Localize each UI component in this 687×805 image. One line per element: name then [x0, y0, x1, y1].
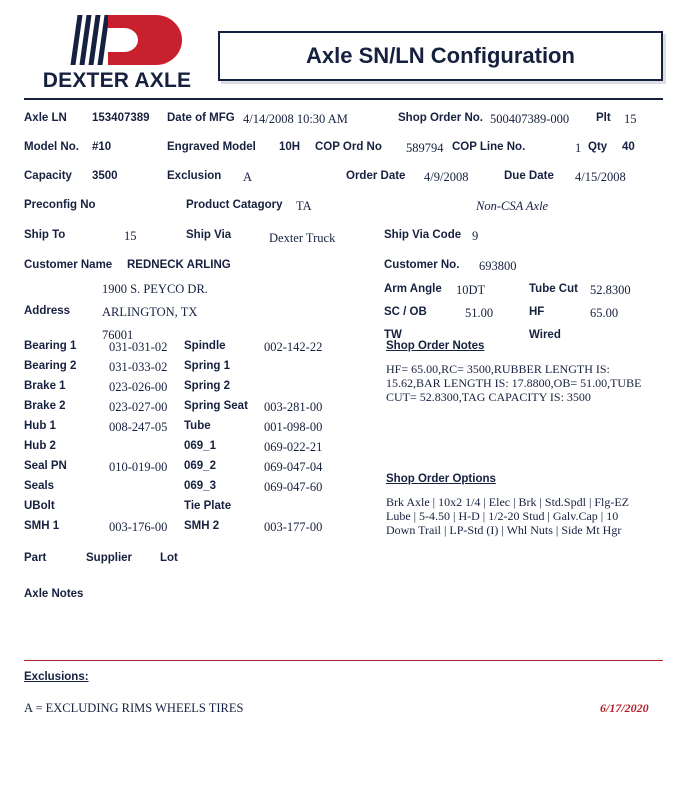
part-value-smh-2: 003-177-00 [264, 520, 323, 534]
logo-mark-icon [30, 11, 200, 67]
plt-label: Plt [596, 112, 611, 124]
part-label-smh-2: SMH 2 [184, 520, 220, 532]
part-label-bearing-2: Bearing 2 [24, 360, 77, 372]
part-value-brake-1: 023-026-00 [109, 380, 168, 394]
part-label-bearing-1: Bearing 1 [24, 340, 77, 352]
part-value-smh-1: 003-176-00 [109, 520, 168, 534]
address-line-2: ARLINGTON, TX [102, 305, 198, 319]
qty-label: Qty [588, 141, 608, 153]
part-label-spring-seat: Spring Seat [184, 400, 248, 412]
part-label-tie-plate: Tie Plate [184, 500, 232, 512]
axle-ln-label: Axle LN [24, 112, 67, 124]
part-value-069-1: 069-022-21 [264, 440, 323, 454]
logo-stripes-icon [74, 15, 106, 65]
column-header-part: Part [24, 552, 47, 564]
part-label-spring-1: Spring 1 [184, 360, 231, 372]
model-no-value: #10 [92, 141, 112, 153]
due-date-value: 4/15/2008 [575, 170, 626, 184]
part-value-bearing-2: 031-033-02 [109, 360, 168, 374]
tube-cut-value: 52.8300 [590, 283, 631, 297]
wired-label: Wired [529, 329, 561, 341]
shop-order-no-label: Shop Order No. [398, 112, 483, 124]
shop-order-options-body: Brk Axle | 10x2 1/4 | Elec | Brk | Std.Spdl | Flg-EZ Lube | 5-4.50 | H-D | 1/2-20 Stud | Galv.Cap | 10 Down Trail | LP-Std (I) | Whl Nuts | Side Mt Hgr [386, 495, 630, 537]
part-value-brake-2: 023-027-00 [109, 400, 168, 414]
part-label-tube: Tube [184, 420, 211, 432]
dexter-axle-logo [24, 11, 210, 95]
axle-ln-value: 153407389 [92, 112, 150, 124]
ship-to-label: Ship To [24, 229, 66, 241]
footer-date-stamp: 6/17/2020 [600, 701, 649, 715]
part-value-spindle: 002-142-22 [264, 340, 323, 354]
order-date-label: Order Date [346, 170, 406, 182]
ship-via-label: Ship Via [186, 229, 232, 241]
arm-angle-label: Arm Angle [384, 283, 442, 295]
date-mfg-value: 4/14/2008 10:30 AM [243, 112, 348, 126]
qty-value: 40 [622, 141, 635, 153]
due-date-label: Due Date [504, 170, 554, 182]
part-value-spring-seat: 003-281-00 [264, 400, 323, 414]
non-csa-note: Non-CSA Axle [476, 199, 549, 213]
axle-notes-label: Axle Notes [24, 588, 84, 600]
title-box [218, 31, 663, 81]
part-label-069-3: 069_3 [184, 480, 216, 492]
part-label-spindle: Spindle [184, 340, 226, 352]
part-label-seal-pn: Seal PN [24, 460, 67, 472]
cop-line-no-label: COP Line No. [452, 141, 526, 153]
exclusion-label: Exclusion [167, 170, 222, 182]
part-value-hub-1: 008-247-05 [109, 420, 168, 434]
date-mfg-label: Date of MFG [167, 112, 235, 124]
customer-no-value: 693800 [479, 259, 517, 273]
customer-name-label: Customer Name [24, 259, 113, 271]
order-date-value: 4/9/2008 [424, 170, 469, 184]
cop-line-no-value: 1 [575, 141, 582, 155]
sc-ob-label: SC / OB [384, 306, 427, 318]
part-label-hub-2: Hub 2 [24, 440, 56, 452]
part-value-069-3: 069-047-60 [264, 480, 323, 494]
footer-block [24, 661, 663, 731]
ship-via-value: Dexter Truck [269, 231, 336, 245]
part-value-tube: 001-098-00 [264, 420, 323, 434]
model-no-label: Model No. [24, 141, 79, 153]
shop-order-notes-title: Shop Order Notes [386, 340, 485, 352]
logo-text: DEXTER AXLE [42, 69, 192, 92]
tube-cut-label: Tube Cut [529, 283, 578, 295]
axle-notes-block [24, 560, 663, 630]
column-header-supplier: Supplier [86, 552, 133, 564]
ship-via-code-value: 9 [472, 229, 479, 243]
address-line-3: 76001 [102, 328, 134, 342]
column-header-lot: Lot [160, 552, 178, 564]
arm-angle-value: 10DT [456, 283, 486, 297]
part-label-brake-1: Brake 1 [24, 380, 66, 392]
engraved-model-label: Engraved Model [167, 141, 256, 153]
parts-block [24, 340, 663, 564]
plt-value: 15 [624, 112, 637, 126]
product-category-label: Product Catagory [186, 199, 283, 211]
address-line-1: 1900 S. PEYCO DR. [102, 282, 208, 296]
part-label-smh-1: SMH 1 [24, 520, 60, 532]
document-header [24, 0, 663, 92]
part-label-ubolt: UBolt [24, 500, 55, 512]
tw-label: TW [384, 329, 402, 341]
customer-name-value: REDNECK ARLING [127, 259, 231, 271]
part-label-seals: Seals [24, 480, 55, 492]
exclusions-title: Exclusions: [24, 671, 89, 683]
logo-d-shape-icon [108, 15, 182, 65]
engraved-model-value: 10H [279, 141, 301, 153]
cop-ord-no-label: COP Ord No [315, 141, 382, 153]
shop-order-notes-body: HF= 65.00,RC= 3500,RUBBER LENGTH IS: 15.62,BAR LENGTH IS: 17.8800,OB= 51.00,TUBE CUT= 52.8300,TAG CAPACITY IS: 3500 [386, 362, 642, 404]
exclusion-value: A [243, 170, 253, 184]
cop-ord-no-value: 589794 [406, 141, 444, 155]
part-value-seal-pn: 010-019-00 [109, 460, 168, 474]
part-label-brake-2: Brake 2 [24, 400, 66, 412]
hf-value: 65.00 [590, 306, 619, 320]
part-label-spring-2: Spring 2 [184, 380, 231, 392]
shop-order-options-title: Shop Order Options [386, 473, 496, 485]
shop-order-no-value: 500407389-000 [490, 112, 570, 126]
part-label-hub-1: Hub 1 [24, 420, 56, 432]
product-category-value: TA [296, 199, 312, 213]
info-block [24, 100, 663, 340]
sc-ob-value: 51.00 [465, 306, 494, 320]
capacity-value: 3500 [92, 170, 118, 182]
exclusions-body: A = EXCLUDING RIMS WHEELS TIRES [24, 701, 244, 715]
part-value-069-2: 069-047-04 [264, 460, 323, 474]
page-title: Axle SN/LN Configuration [306, 43, 575, 68]
part-value-bearing-1: 031-031-02 [109, 340, 168, 354]
part-label-069-2: 069_2 [184, 460, 216, 472]
address-label: Address [24, 305, 71, 317]
customer-no-label: Customer No. [384, 259, 460, 271]
capacity-label: Capacity [24, 170, 72, 182]
hf-label: HF [529, 306, 545, 318]
preconfig-no-label: Preconfig No [24, 199, 96, 211]
ship-via-code-label: Ship Via Code [384, 229, 462, 241]
part-label-069-1: 069_1 [184, 440, 216, 452]
ship-to-value: 15 [124, 229, 137, 243]
